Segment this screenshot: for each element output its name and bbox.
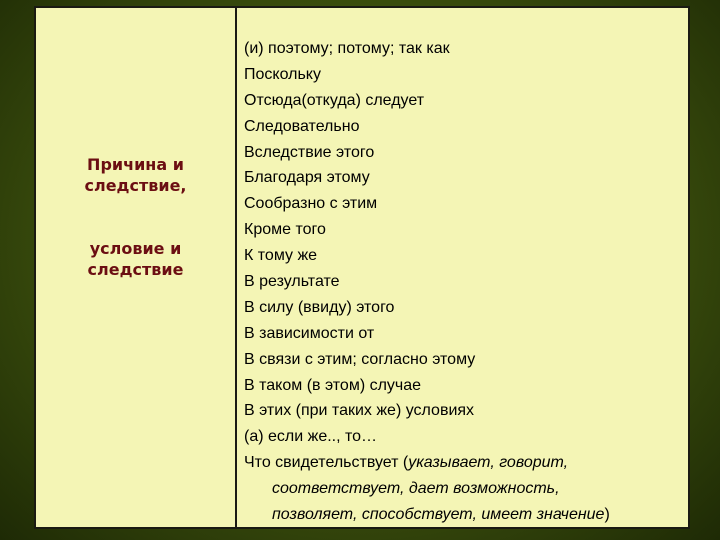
phrase-italic: позволяет, способствует, имеет значение — [272, 506, 605, 524]
phrase-item: Сообразно с этим — [244, 195, 378, 213]
phrase-table — [34, 6, 690, 529]
category-line: следствие, — [84, 176, 187, 195]
phrase-list — [244, 36, 688, 528]
category-condition-effect — [36, 238, 235, 280]
phrase-item: В силу (ввиду) этого — [244, 298, 395, 316]
phrase-item: Кроме того — [244, 221, 326, 239]
category-cause-effect — [36, 154, 235, 196]
phrase-item: В связи с этим; согласно этому — [244, 350, 476, 368]
phrase-item: Следовательно — [244, 117, 360, 135]
phrase-lead: Что свидетельствует ( — [244, 454, 409, 472]
phrase-item: (а) если же.., то… — [244, 428, 378, 446]
category-cell — [36, 8, 237, 527]
phrase-item: В результате — [244, 273, 340, 291]
phrase-item: (и) поэтому; потому; так как — [244, 40, 450, 57]
phrase-item-last — [244, 450, 688, 528]
phrase-italic: соответствует, дает возможность, — [272, 480, 560, 498]
phrase-close: ) — [604, 506, 610, 524]
phrase-item: К тому же — [244, 247, 318, 265]
phrase-italic: указывает, говорит, — [408, 454, 569, 472]
phrase-italic-end — [244, 502, 688, 528]
category-line: следствие — [87, 260, 184, 279]
phrase-item: Поскольку — [244, 65, 321, 83]
phrase-item: Благодаря этому — [244, 169, 370, 187]
phrases-cell — [237, 8, 688, 527]
category-line: условие и — [89, 239, 182, 258]
phrase-item: В таком (в этом) случае — [244, 376, 422, 394]
category-line: Причина и — [87, 155, 184, 174]
phrase-item: Отсюда(откуда) следует — [244, 91, 425, 109]
phrase-item: Вследствие этого — [244, 143, 375, 161]
phrase-item: В этих (при таких же) условиях — [244, 402, 475, 420]
phrase-item: В зависимости от — [244, 324, 375, 342]
